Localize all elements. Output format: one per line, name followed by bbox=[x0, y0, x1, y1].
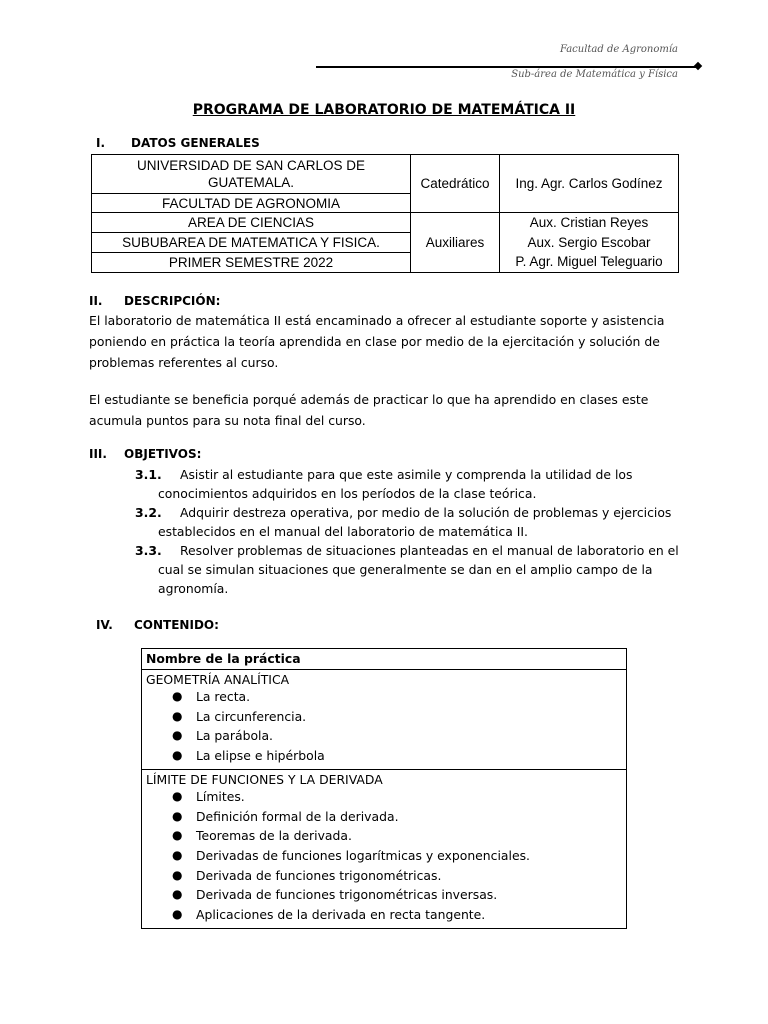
section-2-heading bbox=[89, 294, 220, 308]
list-item-text: La parábola. bbox=[196, 728, 273, 744]
section-4-title: CONTENIDO: bbox=[134, 618, 219, 632]
table-cell-institution-3: SUBUBAREA DE MATEMATICA Y FISICA. bbox=[92, 233, 411, 253]
header-subarea: Sub-área de Matemática y Física bbox=[511, 69, 678, 80]
table-cell-catedratico: Ing. Agr. Carlos Godínez bbox=[500, 155, 679, 213]
bullet-icon: ● bbox=[172, 847, 183, 862]
list-item-text: La elipse e hipérbola bbox=[196, 748, 325, 764]
list-item bbox=[146, 787, 622, 807]
auxiliar-name: Aux. Cristian Reyes bbox=[529, 215, 649, 231]
section-4-heading bbox=[96, 618, 219, 632]
bullet-icon: ● bbox=[172, 887, 183, 902]
objective-text: Resolver problemas de situaciones planteadas en el manual de laboratorio en el bbox=[180, 543, 679, 558]
objective-text: Asistir al estudiante para que este asimile y comprenda la utilidad de los bbox=[180, 467, 633, 482]
objective-text: conocimientos adquiridos en los períodos de la clase teórica. bbox=[158, 486, 537, 501]
section-3-title: OBJETIVOS: bbox=[124, 447, 202, 461]
list-item bbox=[146, 726, 622, 746]
auxiliar-name: Aux. Sergio Escobar bbox=[527, 234, 651, 250]
table-cell-institution-4: PRIMER SEMESTRE 2022 bbox=[92, 253, 411, 273]
bullet-icon: ● bbox=[172, 728, 183, 743]
list-item bbox=[146, 687, 622, 707]
description-paragraph-2 bbox=[89, 389, 679, 431]
list-item-text: Aplicaciones de la derivada en recta tangente. bbox=[196, 907, 486, 923]
section-2-number: II. bbox=[89, 294, 103, 308]
table-cell-role-catedratico: Catedrático bbox=[411, 155, 500, 213]
document-title: PROGRAMA DE LABORATORIO DE MATEMÁTICA II bbox=[192, 102, 576, 118]
bullet-icon: ● bbox=[172, 808, 183, 823]
list-item bbox=[146, 846, 622, 866]
header-rule bbox=[316, 66, 698, 68]
list-item bbox=[146, 826, 622, 846]
content-table-header: Nombre de la práctica bbox=[146, 651, 301, 666]
objective-item bbox=[135, 465, 679, 503]
list-item-text: Derivada de funciones trigonométricas. bbox=[196, 867, 442, 883]
objective-number: 3.2. bbox=[135, 505, 162, 520]
section-2-title: DESCRIPCIÓN: bbox=[124, 294, 221, 308]
table-cell-institution-1: FACULTAD DE AGRONOMIA bbox=[92, 194, 411, 213]
list-item bbox=[146, 866, 622, 886]
list-item bbox=[146, 707, 622, 727]
header-rule-diamond bbox=[694, 62, 702, 70]
paragraph-line: problemas referentes al curso. bbox=[89, 355, 279, 370]
section-3-heading bbox=[89, 447, 201, 461]
paragraph-line: El estudiante se beneficia porqué además de practicar lo que ha aprendido en clases este bbox=[89, 392, 649, 407]
paragraph-line: acumula puntos para su nota final del curso. bbox=[89, 413, 366, 428]
paragraph-line: poniendo en práctica la teoría aprendida en clase por medio de la ejercitación y solución de bbox=[89, 334, 660, 349]
list-item-text: Derivadas de funciones logarítmicas y exponenciales. bbox=[196, 847, 530, 863]
objective-text: agronomía. bbox=[158, 581, 229, 596]
list-item bbox=[146, 746, 622, 766]
bullet-icon: ● bbox=[172, 708, 183, 723]
section-1-title: DATOS GENERALES bbox=[131, 136, 260, 150]
table-cell-auxiliares bbox=[500, 213, 679, 273]
content-group-title: GEOMETRÍA ANALÍTICA bbox=[146, 672, 290, 687]
list-item-text: Derivada de funciones trigonométricas inversas. bbox=[196, 887, 498, 903]
content-group-limite bbox=[142, 769, 626, 928]
objective-item bbox=[135, 503, 679, 541]
header-faculty: Facultad de Agronomía bbox=[559, 44, 678, 55]
general-data-table bbox=[91, 154, 679, 273]
section-1-heading bbox=[96, 136, 260, 150]
bullet-icon: ● bbox=[172, 907, 183, 922]
objective-text: establecidos en el manual del laboratorio de matemática II. bbox=[158, 524, 528, 539]
list-item-text: Definición formal de la derivada. bbox=[196, 808, 399, 824]
table-cell-institution-2: AREA DE CIENCIAS bbox=[92, 213, 411, 233]
paragraph-line: El laboratorio de matemática II está encaminado a ofrecer al estudiante soporte y asistencia bbox=[89, 313, 665, 328]
objective-number: 3.3. bbox=[135, 543, 162, 558]
list-item-text: Teoremas de la derivada. bbox=[196, 828, 352, 844]
table-cell-role-auxiliares: Auxiliares bbox=[411, 213, 500, 273]
auxiliar-name: P. Agr. Miguel Teleguario bbox=[515, 254, 663, 270]
list-item-text: Límites. bbox=[196, 788, 245, 804]
bullet-icon: ● bbox=[172, 788, 183, 803]
bullet-icon: ● bbox=[172, 748, 183, 763]
table-cell-institution-0: UNIVERSIDAD DE SAN CARLOS DE GUATEMALA. bbox=[92, 155, 411, 194]
list-item bbox=[146, 905, 622, 925]
section-4-number: IV. bbox=[96, 618, 113, 632]
section-1-number: I. bbox=[96, 136, 106, 150]
objective-text: cual se simulan situaciones que generalmente se dan en el amplio campo de la bbox=[158, 562, 653, 577]
list-item bbox=[146, 885, 622, 905]
bullet-icon: ● bbox=[172, 867, 183, 882]
list-item bbox=[146, 807, 622, 827]
content-group-geometria bbox=[142, 669, 626, 769]
list-item-text: La circunferencia. bbox=[196, 708, 307, 724]
bullet-icon: ● bbox=[172, 689, 183, 703]
section-3-number: III. bbox=[89, 447, 107, 461]
bullet-icon: ● bbox=[172, 828, 183, 843]
objective-number: 3.1. bbox=[135, 467, 162, 482]
content-group-title: LÍMITE DE FUNCIONES Y LA DERIVADA bbox=[146, 771, 383, 787]
objective-text: Adquirir destreza operativa, por medio de la solución de problemas y ejercicios bbox=[180, 505, 672, 520]
objective-item bbox=[135, 541, 679, 598]
content-table bbox=[141, 648, 627, 929]
list-item-text: La recta. bbox=[196, 689, 251, 704]
description-paragraph-1 bbox=[89, 310, 679, 373]
